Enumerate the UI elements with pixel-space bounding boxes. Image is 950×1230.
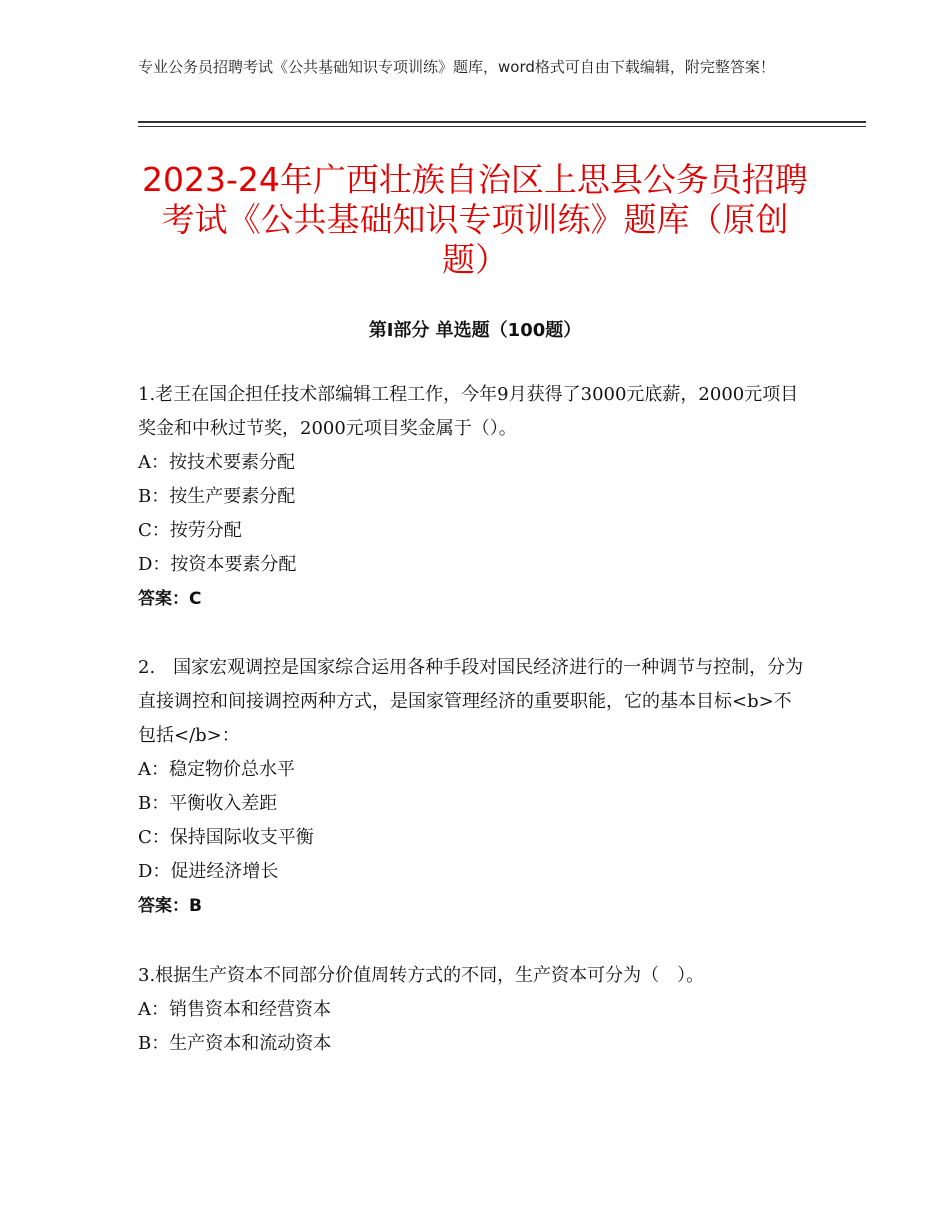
document-title: 2023-24年广西壮族自治区上思县公务员招聘考试《公共基础知识专项训练》题库（原创题） (142, 160, 808, 279)
header-note: 专业公务员招聘考试《公共基础知识专项训练》题库，word格式可自由下载编辑，附完整答案！ (138, 58, 775, 76)
question-2 (138, 651, 808, 923)
question-3 (138, 959, 808, 1061)
option-a: A：按技术要素分配 (138, 452, 295, 473)
answer: 答案：C (138, 589, 202, 609)
option-b: B：生产资本和流动资本 (138, 1033, 332, 1054)
option-c: C：按劳分配 (138, 520, 242, 541)
option-b: B：按生产要素分配 (138, 486, 296, 507)
header-rule-thick (138, 121, 866, 123)
question-stem: 3.根据生产资本不同部分价值周转方式的不同，生产资本可分为（ ）。 (138, 965, 705, 986)
option-d: D：按资本要素分配 (138, 554, 297, 575)
section-title: 第Ⅰ部分 单选题（100题） (368, 320, 582, 341)
option-a: A：稳定物价总水平 (138, 759, 295, 780)
question-stem: 2. 国家宏观调控是国家综合运用各种手段对国民经济进行的一种调节与控制，分为直接调控和间接调控两种方式，是国家管理经济的重要职能，它的基本目标<b>不包括</b>： (138, 657, 804, 746)
option-b: B：平衡收入差距 (138, 793, 278, 814)
option-d: D：促进经济增长 (138, 861, 279, 882)
option-c: C：保持国际收支平衡 (138, 827, 314, 848)
question-stem: 1.老王在国企担任技术部编辑工程工作，今年9月获得了3000元底薪，2000元项目奖金和中秋过节奖，2000元项目奖金属于（）。 (138, 384, 799, 439)
option-a: A：销售资本和经营资本 (138, 999, 331, 1020)
answer: 答案：B (138, 896, 202, 916)
question-1 (138, 378, 808, 616)
header-rule-thin (138, 126, 866, 127)
